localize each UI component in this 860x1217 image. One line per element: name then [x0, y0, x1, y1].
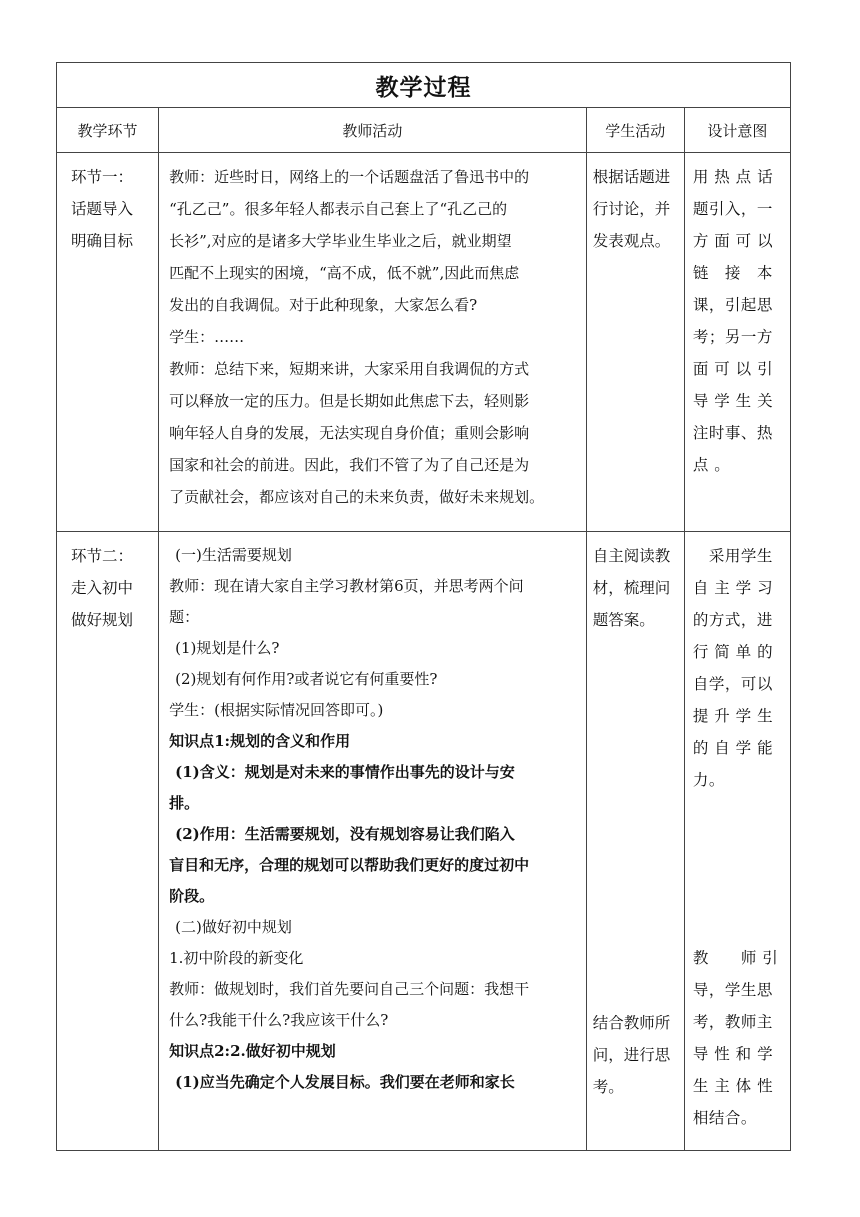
- teacher-line: 教师：总结下来，短期来讲，大家采用自我调侃的方式: [169, 360, 530, 378]
- student-line: 行讨论，并: [592, 200, 671, 218]
- design-line: 导 学 生 关: [692, 392, 774, 410]
- design-line: 相结合。: [692, 1109, 757, 1127]
- design-line: 用 热 点 话: [692, 168, 774, 186]
- student-line: 题答案。: [592, 611, 655, 629]
- teacher-line: 发出的自我调侃。对于此种现象，大家怎么看?: [169, 296, 478, 314]
- design-line: 导 性 和 学: [692, 1045, 774, 1063]
- student-line: 根据话题进: [592, 168, 671, 186]
- header-student-activity: 学生活动: [586, 108, 684, 153]
- design-line: 教 师 引: [692, 949, 779, 967]
- header-teacher-activity: 教师活动: [159, 108, 587, 153]
- section1-teacher-text: [159, 161, 586, 513]
- student-line: 考。: [592, 1078, 624, 1096]
- knowledge-point-line: 盲目和无序，合理的规划可以帮助我们更好的度过初中: [169, 856, 530, 874]
- teacher-line: (一)生活需要规划: [175, 546, 292, 564]
- teacher-line: (二)做好初中规划: [175, 918, 292, 936]
- design-line: 方 面 可 以: [692, 232, 774, 250]
- design-line: 自 主 学 习: [692, 579, 774, 597]
- design-line: 导，学生思: [692, 981, 773, 999]
- design-line: 题引入，一: [692, 200, 773, 218]
- teacher-line: 题：: [169, 608, 200, 626]
- section2-teacher-activity: [159, 532, 587, 1151]
- teacher-line: 可以释放一定的压力。但是长期如此焦虑下去，轻则影: [169, 392, 530, 410]
- design-line: 考，教师主: [692, 1013, 773, 1031]
- section1-design-intent: [684, 153, 790, 532]
- knowledge-point-line: 阶段。: [169, 887, 215, 905]
- teacher-line: 教师：现在请大家自主学习教材第6页，并思考两个问: [169, 577, 524, 595]
- table-title: 教学过程: [57, 63, 791, 108]
- header-stage: 教学环节: [57, 108, 159, 153]
- design-line: 考；另一方: [692, 328, 773, 346]
- teacher-line: 学生：……: [169, 328, 245, 346]
- teacher-line: 1.初中阶段的新变化: [169, 949, 304, 967]
- knowledge-point-line: 排。: [169, 794, 200, 812]
- design-line: 力。: [692, 771, 725, 789]
- section2-student-activity: [586, 532, 684, 1151]
- teacher-line: (1)规划是什么?: [175, 639, 280, 657]
- teacher-line: 长衫”,对应的是诸多大学毕业生毕业之后，就业期望: [169, 232, 512, 250]
- section2-teacher-text: [159, 540, 586, 1098]
- knowledge-point-line: (1)应当先确定个人发展目标。我们要在老师和家长: [175, 1073, 515, 1091]
- student-line: 结合教师所: [592, 1014, 671, 1032]
- section1-label: 环节一： 话题导入 明确目标: [57, 153, 159, 532]
- student-line: 材，梳理问: [592, 579, 671, 597]
- teacher-line: 教师：做规划时，我们首先要问自己三个问题：我想干: [169, 980, 530, 998]
- teacher-line: (2)规划有何作用?或者说它有何重要性?: [175, 670, 438, 688]
- design-line: 采用学生: [692, 547, 773, 565]
- teacher-line: 了贡献社会，都应该对自己的未来负责，做好未来规划。: [169, 488, 545, 506]
- design-line: 的方式，进: [692, 611, 773, 629]
- section2-design-intent: [684, 532, 790, 1151]
- teacher-line: “孔乙己”。很多年轻人都表示自己套上了“孔乙己的: [169, 200, 508, 218]
- teacher-line: 教师：近些时日，网络上的一个话题盘活了鲁迅书中的: [169, 168, 530, 186]
- teacher-line: 匹配不上现实的困境，“高不成，低不就”,因此而焦虑: [169, 264, 520, 282]
- teacher-line: 响年轻人自身的发展，无法实现自身价值；重则会影响: [169, 424, 530, 442]
- design-line: 链 接 本: [692, 264, 773, 282]
- knowledge-point-line: (2)作用：生活需要规划，没有规划容易让我们陷入: [175, 825, 515, 843]
- design-line: 的 自 学 能: [692, 739, 774, 757]
- knowledge-point-line: 知识点2:2.做好初中规划: [169, 1042, 336, 1060]
- knowledge-point-line: 知识点1:规划的含义和作用: [169, 732, 351, 750]
- student-line: 问，进行思: [592, 1046, 671, 1064]
- design-line: 行 简 单 的: [692, 643, 774, 661]
- section1-teacher-activity: [159, 153, 587, 532]
- student-line: 自主阅读教: [592, 547, 671, 565]
- header-design-intent: 设计意图: [684, 108, 790, 153]
- design-line: 注时事、热: [692, 424, 773, 442]
- teacher-line: 学生：(根据实际情况回答即可。): [169, 701, 384, 719]
- design-line: 面 可 以 引: [692, 360, 774, 378]
- design-line: 课，引起思: [692, 296, 773, 314]
- design-line: 提 升 学 生: [692, 707, 774, 725]
- section1-student-activity: [586, 153, 684, 532]
- section2-label: 环节二： 走入初中 做好规划: [57, 532, 159, 1151]
- design-line: 点 。: [692, 456, 731, 474]
- knowledge-point-line: (1)含义：规划是对未来的事情作出事先的设计与安: [175, 763, 515, 781]
- design-line: 自学，可以: [692, 675, 773, 693]
- teacher-line: 什么?我能干什么?我应该干什么?: [169, 1011, 389, 1029]
- design-line: 生 主 体 性: [692, 1077, 774, 1095]
- student-line: 发表观点。: [592, 232, 671, 250]
- teaching-process-table: [56, 62, 791, 1151]
- teacher-line: 国家和社会的前进。因此，我们不管了为了自己还是为: [169, 456, 530, 474]
